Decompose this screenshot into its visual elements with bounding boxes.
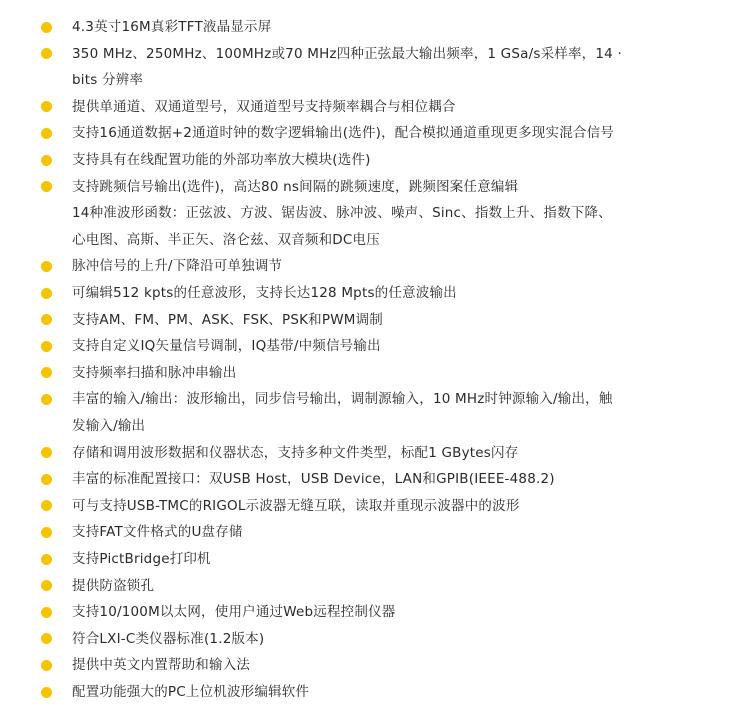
bullet-icon [41,288,52,299]
feature-item [0,253,750,279]
feature-text: 支持PictBridge打印机 [72,551,211,567]
feature-text: 心电图、高斯、半正矢、洛仑兹、双音频和DC电压 [72,231,380,248]
bullet-icon [41,367,52,378]
feature-text: 支持FAT文件格式的U盘存储 [72,524,243,541]
bullet-icon [41,48,52,59]
bullet-icon [41,22,52,33]
feature-item [0,413,750,439]
feature-item [0,386,750,412]
feature-item [0,466,750,492]
bullet-icon [41,341,52,352]
bullet-icon [41,181,52,192]
feature-text: 提供单通道、双通道型号，双通道型号支持频率耦合与相位耦合 [72,98,456,115]
feature-text: 丰富的标准配置接口：双USB Host，USB Device，LAN和GPIB(IEEE-488.2) [72,471,555,488]
feature-text: bits 分辨率 [72,72,144,89]
bullet-icon [41,527,52,538]
feature-text: 丰富的输入/输出：波形输出，同步信号输出，调制源输入，10 MHz时钟源输入/输出，触 [72,391,613,408]
bullet-icon [41,128,52,139]
feature-text: 14种准波形函数：正弦波、方波、锯齿波、脉冲波、噪声、Sinc、指数上升、指数下降、 [72,205,612,222]
feature-text: 4.3英寸16M真彩TFT液晶显示屏 [72,19,272,35]
feature-item [0,652,750,678]
feature-item [0,626,750,652]
feature-text: 脉冲信号的上升/下降沿可单独调节 [72,258,283,275]
feature-item [0,94,750,120]
feature-item [0,120,750,146]
bullet-icon [41,155,52,166]
feature-item [0,174,750,200]
feature-item [0,360,750,386]
feature-item [0,307,750,333]
feature-text: 支持频率扫描和脉冲串输出 [72,364,237,381]
feature-text: 发输入/输出 [72,418,146,434]
bullet-icon [41,580,52,591]
feature-text: 支持跳频信号输出(选件)，高达80 ns间隔的跳频速度，跳频图案任意编辑 [72,178,519,195]
feature-item [0,41,750,67]
bullet-icon [41,500,52,511]
feature-item [0,573,750,599]
feature-item [0,227,750,253]
feature-item [0,599,750,625]
feature-text: 提供中英文内置帮助和输入法 [72,657,251,674]
feature-text: 支持10/100M以太网，使用户通过Web远程控制仪器 [72,604,396,621]
bullet-icon [41,554,52,565]
feature-text: 符合LXI-C类仪器标准(1.2版本) [72,630,265,647]
feature-text: 支持具有在线配置功能的外部功率放大模块(选件) [72,152,371,168]
feature-text: 提供防盗锁孔 [72,577,155,594]
bullet-icon [41,687,52,698]
feature-text: 支持自定义IQ矢量信号调制，IQ基带/中频信号输出 [72,338,381,355]
feature-text: 可编辑512 kpts的任意波形，支持长达128 Mpts的任意波输出 [72,285,457,301]
bullet-icon [41,394,52,405]
bullet-icon [41,314,52,325]
feature-text: 配置功能强大的PC上位机波形编辑软件 [72,684,310,700]
feature-text: 支持16通道数据+2通道时钟的数字逻辑输出(选件)，配合模拟通道重现更多现实混合信号 [72,125,615,142]
bullet-icon [41,633,52,644]
bullet-icon [41,607,52,618]
feature-item [0,333,750,359]
feature-text: 存储和调用波形数据和仪器状态，支持多种文件类型，标配1 GBytes闪存 [72,444,519,461]
bullet-icon [41,447,52,458]
bullet-icon [41,474,52,485]
feature-item [0,440,750,466]
feature-item [0,493,750,519]
feature-item [0,147,750,173]
feature-text: 可与支持USB-TMC的RIGOL示波器无缝互联，读取并重现示波器中的波形 [72,497,520,514]
feature-item [0,67,750,93]
feature-text: 支持AM、FM、PM、ASK、FSK、PSK和PWM调制 [72,311,383,328]
bullet-icon [41,261,52,272]
feature-item [0,14,750,40]
feature-item [0,200,750,226]
bullet-icon [41,101,52,112]
feature-item [0,519,750,545]
feature-item [0,546,750,572]
bullet-icon [41,660,52,671]
feature-item [0,280,750,306]
feature-text: 350 MHz、250MHz、100MHz或70 MHz四种正弦最大输出频率，1 GSa/s采样率，14 · [72,45,622,62]
feature-item [0,679,750,705]
